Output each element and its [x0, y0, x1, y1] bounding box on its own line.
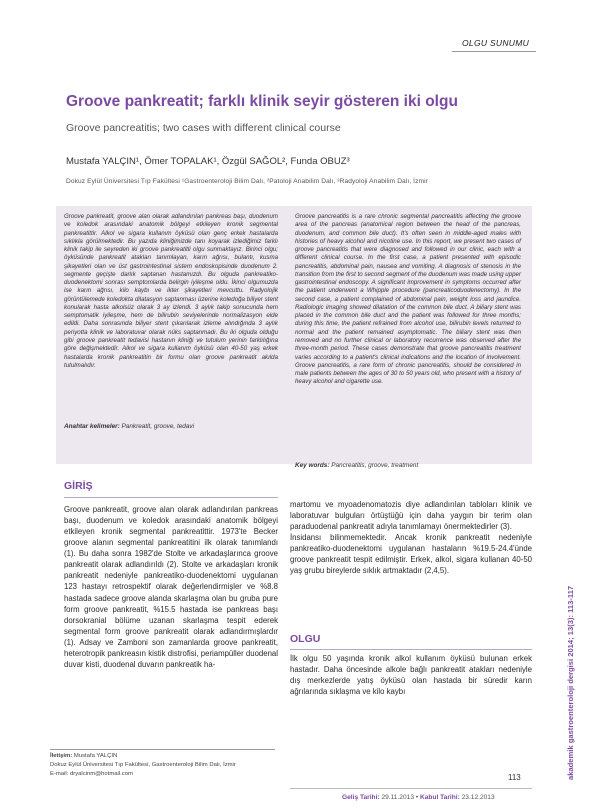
accepted-label: Kabul Tarihi:: [419, 794, 460, 801]
journal-citation-vertical: akademik gastroenteroloji dergisi 2014; 13(3): 113-117: [566, 585, 575, 780]
correspondence-block: [50, 752, 275, 779]
correspondence-email[interactable]: E-mail: dryalcinm@hotmail.com: [50, 770, 133, 777]
date-separator: •: [415, 794, 419, 801]
section-heading-introduction: GİRİŞ: [64, 480, 93, 492]
correspondence-rule: [50, 749, 275, 750]
keywords-label-turkish: Anahtar kelimeler:: [64, 423, 120, 430]
authors: Mustafa YALÇIN¹, Ömer TOPALAK¹, Özgül SAĞOL², Funda OBUZ³: [66, 156, 350, 167]
header-rule: [452, 51, 536, 52]
section-heading-case: OLGU: [290, 633, 321, 645]
case-rule: [290, 649, 532, 650]
correspondence-name: Mustafa YALÇIN: [73, 753, 118, 759]
accepted-date: 23.12.2013: [461, 794, 495, 801]
correspondence-contact: [50, 752, 275, 761]
introduction-rule: [64, 497, 278, 498]
article-subtitle-english: Groove pancreatitis; two cases with different clinical course: [66, 122, 341, 134]
keywords-turkish: [64, 423, 278, 430]
correspondence-label: İletişim:: [50, 753, 73, 759]
case-text: İlk olgu 50 yaşında kronik alkol kullanım öyküsü bulunan erkek hastadır. Daha öncesinde alkole bağlı pankreatit atakları nedeniyle dış merkezlerde yatış öyküsü olan hastada bir süredir karın ağrılarında sıklaşma ve kilo kaybı: [290, 654, 532, 697]
abstract-english: Groove pancreatitis is a rare chronic segmental pancreatitis affecting the groove area of the pancreas (anatomical region between the head of the pancreas, duodenum, and common bile duct). It's often seen in middle-aged males with histories of heavy alcohol and nicotine use. In this report, we present two cases of groove pancreatitis that were diagnosed and followed in our clinic, each with a different clinical course. In the first case, a patient presented with episodic pancreatitis, abdominal pain, nausea and vomiting. A diagnosis of stenosis in the transition from the first to second segment of the duodenum was made using upper gastrointestinal endoscopy. A significant improvement in symptoms occurred after the patient underwent a Whipple procedure (pancreaticoduodenectomy). In the second case, a patient complained of abdominal pain, weight loss and jaundice. Radiologic imaging showed dilatation of the common bile duct. A biliary stent was placed in the common bile duct and the patient was followed for three months; during this time, the patient refrained from alcohol use, bilirubin levels returned to normal and the patient remained asymptomatic. The biliary stent was then removed and no further clinical or laboratory recurrence was observed after the three-month period. These cases demonstrate that groove pancreatitis treatment varies according to a patient's clinical indications and the location of involvement. Groove pancreatitis, a rare form of chronic pancreatitis, should be considered in male patients between the ages of 30 to 50 years old, who present with a history of heavy alcohol and cigarette use.: [295, 213, 521, 386]
page-number: 113: [508, 773, 521, 782]
keywords-value-english: Pancreatitis, groove, treatment: [331, 462, 419, 469]
received-label: Geliş Tarihi:: [342, 794, 380, 801]
keywords-label-english: Key words:: [295, 462, 330, 469]
dates-rule: [290, 788, 532, 789]
section-label: OLGU SUNUMU: [462, 38, 530, 48]
correspondence-address: Dokuz Eylül Üniversitesi Tıp Fakültesi, Gastroenteroloji Bilim Dalı, İzmir: [50, 761, 236, 768]
submission-dates: [342, 794, 495, 801]
article-title: Groove pankreatit; farklı klinik seyir gösteren iki olgu: [66, 93, 458, 110]
received-date: 29.11.2013: [381, 794, 414, 801]
abstract-turkish: Groove pankreatit, groove alan olarak adlandırılan pankreas başı, duodenum ve koledok arasındaki anatomik bölgeyi etkileyen kronik segmental pankreatittir. Alkol ve sigara kullanım öyküsü olan genç erkek hastalarda sıklıkla görülmektedir. Bu yazıda kliniğimizde tanı koyarak izlediğimiz farklı klinik takip ile seyreden iki groove pankreatitli olgu sunmaktayız. Birinci olgu; öyküsünde pankreatit atakları tanımlayan, karın ağrısı, bulantı, kusma şikayetleri olan ve üst gastrointestinal sistem endoskopisinde duodenum 2. segmente geçişte darlık saptanan hastamızdı. Bu olguda pankreatiko-duodenektomi sonrası semptomlarda belirgin iyileşme oldu. İkinci olgumuzda ise karın ağrısı, kilo kaybı ve ikter şikayetleri mevcuttu. Radyolojik görüntülemede koledokta dilatasyon saptanması üzerine koledoğa biliyer stent konularak hasta alkolsüz olarak 3 ay izlendi. 3 aylık takip sonucunda hem semptomatik iyileşme, hem de bilirubin seviyelerinde normalizasyon elde edildi. Daha sonrasında biliyer stent çıkarılarak izleme alındığında 3 aylık periyotta klinik ve laboratuvar olarak nüks saptanmadı. Bu iki olguda olduğu gibi groove pankreatit tedavisi hastanın kliniği ve tutulum yerinin farklılığına göre değişmektedir. Alkol ve sigara kullanım öyküsü olan 40-50 yaş erkek hastalarda kronik pankreatitin bir formu olan groove pankreatit akılda tutulmalıdır.: [64, 213, 278, 369]
introduction-right-column: martomu ve myoadenomatozis diye adlandırılan tabloları klinik ve laboratuvar bulguları örtüştüğü için daha yaygın bir terim olan paraduodenal pankreatit adıyla tanımlamayı önermektedirler (3). İnsidansı bilinmemektedir. Ancak kronik pankreatit nedeniyle pankreatiko-duodenektomi uygulanan hastaların %19.5-24.4'ünde groove pankreatit tespit edilmiştir. Erkek, alkol, sigara kullanan 40-50 yaş grubu bireylerde sıklık artmaktadır (2,4,5).: [290, 500, 532, 576]
affiliations: Dokuz Eylül Üniversitesi Tıp Fakültesi ¹Gastroenteroloji Bilim Dalı, ²Patoloji Anabilim Dalı, ³Radyoloji Anabilim Dalı, İzmir: [66, 178, 428, 185]
keywords-value-turkish: Pankreatit, groove, tedavi: [121, 423, 195, 430]
keywords-english: [295, 462, 521, 469]
introduction-left-column: Groove pankreatit, groove alan olarak adlandırılan pankreas başı, duodenum ve koledok arasındaki anatomik bölgeyi etkileyen kronik segmental pankreatittir. 1973'te Becker groove alanın segmental pankreatitini ilk olarak tanımlandı (1). Bu daha sonra 1982'de Stolte ve arkadaşlarınca groove pankreatit olarak adlandırıldı (2). Stolte ve arkadaşları kronik pankreatit nedeniyle pankreatiko-duodenektomi uygulanan 123 hastayı retrospektif olarak değerlendirmişler ve %8.8 hastada sadece groove alanda skarlaşma olan bu gruba pure form groove pankreatit, %15.5 hastada ise pankreas başı dorsokranial bölüme uzanan skarlaşma tespit ederek segmental form groove pankreatit olarak adlandırmışlardır (1). Adsay ve Zamboni son zamanlarda groove pankreatit, heterotropik pankreasın kistik distrofisi, periampüller duodenal duvar kisti, duodenal duvarın pankreatik ha-: [64, 505, 278, 669]
